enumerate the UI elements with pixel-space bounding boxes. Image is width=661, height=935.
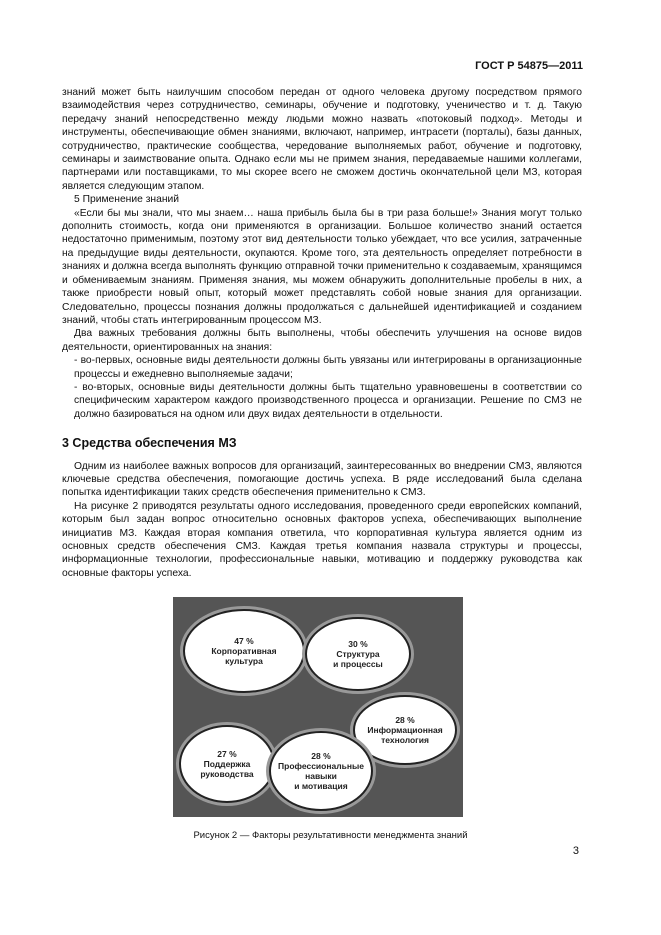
bubble-management-support <box>179 725 275 803</box>
bubble-label: культура <box>225 656 263 666</box>
bubble-percent: 30 % <box>348 639 368 649</box>
bubble-percent: 28 % <box>311 751 331 761</box>
bubble-label: и мотивация <box>294 781 348 791</box>
bubble-label: навыки <box>305 771 337 781</box>
page-number: 3 <box>572 845 579 857</box>
bubble-label: технология <box>381 735 429 745</box>
paragraph: На рисунке 2 приводятся результаты одного исследования, проведенного среди европейских компаний, которым был задан вопрос относительно основных факторов успеха, обеспечивающих выполнение инициатив МЗ. Каждая вторая компания ответила, что корпоративная культура является одним из основных средств обеспечения СМЗ. Каждая третья компания назвала структуры и процессы, информационные технологии, профессиональные навыки, мотивацию и поддержку руководства как основные факторы успеха. <box>62 500 582 579</box>
figure-success-factors <box>173 597 463 817</box>
bubble-label: руководства <box>200 769 254 779</box>
paragraph: «Если бы мы знали, что мы знаем… наша прибыль была бы в три раза больше!» Знания могут только дополнить стоимость, когда они применяются в организации. Большое количество знаний остается недостаточно применимым, поэтому этот вид деятельности только убеждает, что все усилия, затраченные на предыдущие виды деятельности, окупаются. Кроме того, эта деятельность определяет потребности в знаниях и должна всегда выполнять функцию отправной точки применительно к создаваемым, хранящимся и обмениваемым знаниям. Применяя знания, мы можем обнаружить дополнительные пробелы в них, а также приобрести новый опыт, который может представлять собой новые знания для организации. Следовательно, процессы познания должны продолжаться с дальнейшей идентификацией и созданием знаний, чтобы стать интегрированным процессом МЗ. <box>62 207 582 326</box>
bubble-label: Структура <box>336 649 380 659</box>
bubble-structure-processes <box>305 617 411 691</box>
bubble-label: Корпоративная <box>211 646 277 656</box>
bubble-label: Профессиональные <box>278 761 364 771</box>
bubble-percent: 27 % <box>217 749 237 759</box>
document-code: ГОСТ Р 54875—2011 <box>475 60 583 72</box>
page-body <box>62 86 582 580</box>
list-item: - во-первых, основные виды деятельности должны быть увязаны или интегрированы в организационные процессы и ежедневно выполняемые задачи; <box>74 355 582 380</box>
bubble-label: Информационная <box>367 725 443 735</box>
paragraph: Одним из наиболее важных вопросов для организаций, заинтересованных во внедрении СМЗ, являются ключевые средства обеспечения, помогающие достичь успеха. В ряде исследований была сделана попытка идентификации таких средств обеспечения применительно к СМЗ. <box>62 460 582 499</box>
bubble-percent: 47 % <box>234 636 254 646</box>
bubble-label: и процессы <box>333 659 383 669</box>
subheading-knowledge-application: 5 Применение знаний <box>74 194 180 206</box>
section-title: 3 Средства обеспечения МЗ <box>62 436 237 451</box>
bubble-corporate-culture <box>183 609 305 693</box>
bubble-professional-skills <box>269 731 373 811</box>
list-item: - во-вторых, основные виды деятельности должны быть тщательно уравновешены в соответствии со специфическим характером каждого производственного процесса и организации. Решение по СМЗ не должно базироваться на одном или двух видах деятельности в отдельности. <box>74 381 582 420</box>
figure-caption: Рисунок 2 — Факторы результативности менеджмента знаний <box>193 830 468 841</box>
bubble-percent: 28 % <box>395 715 415 725</box>
bubble-label: Поддержка <box>203 759 251 769</box>
paragraph: Два важных требования должны быть выполнены, чтобы обеспечить улучшения на основе видов деятельности, ориентированных на знания: <box>62 328 582 353</box>
paragraph: знаний может быть наилучшим способом передан от одного человека другому посредством прямого взаимодействия через сотрудничество, семинары, обучение и подготовку, ученичество и т. д. Такую передачу знаний непосредственно между людьми можно назвать «потоковый подход». Методы и инструменты, обеспечивающие обмен знаниями, включают, например, интрасети (порталы), базы данных, сотрудничество, практические сообщества, чередование выполняемых работ, обучение и подготовку, семинары и заимствование опыта. Однако если мы не примем знания, передаваемые нашими коллегами, партнерами или поставщиками, то мы скорее всего не сможем достичь окончательной цели МЗ, которая является следующим этапом. <box>62 87 582 192</box>
